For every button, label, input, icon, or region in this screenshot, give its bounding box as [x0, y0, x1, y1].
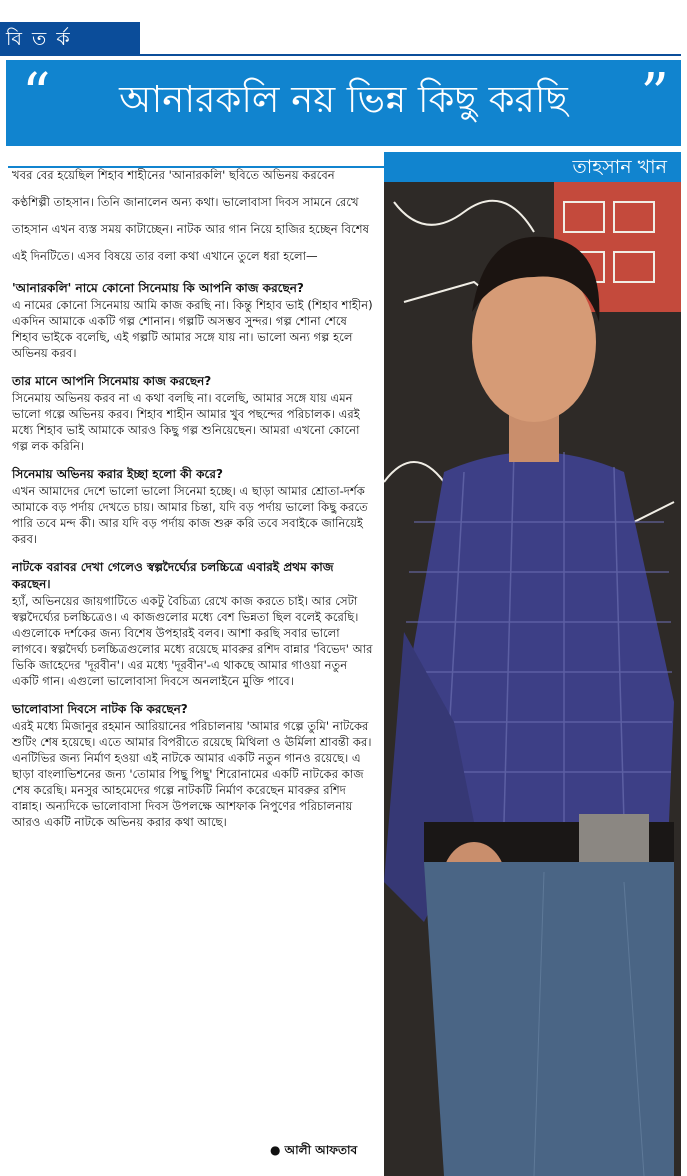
- belt-buckle: [579, 814, 649, 862]
- portrait-photo: [384, 182, 681, 1176]
- qa-block: [12, 701, 374, 830]
- portrait-illustration: [384, 182, 681, 1176]
- qa-block: [12, 280, 374, 361]
- qa-block: [12, 373, 374, 454]
- intro-paragraph: খবর বের হয়েছিল শিহাব শাহীনের 'আনারকলি' ছবিতে অভিনয় করবেন কণ্ঠশিল্পী তাহসান। তিনি জানালেন অন্য কথা। ভালোবাসা দিবস সামনে রেখে তাহসান এখন ব্যস্ত সময় কাটাচ্ছেন। নাটক আর গান নিয়ে হাজির হচ্ছেন বিশেষ এই দিনটিতে। এসব বিষয়ে তার বলা কথা এখানে তুলে ধরা হলো—: [12, 168, 369, 263]
- question: নাটকে বরাবর দেখা গেলেও স্বল্পদৈর্ঘ্যের চলচ্চিত্রে এবারই প্রথম কাজ করছেন।: [12, 560, 334, 591]
- headline-title: আনারকলি নয় ভিন্ন কিছু করছি: [119, 78, 568, 121]
- question: তার মানে আপনি সিনেমায় কাজ করছেন?: [12, 374, 212, 388]
- close-quote-mark: ”: [640, 62, 669, 127]
- question: সিনেমায় অভিনয় করার ইচ্ছা হলো কী করে?: [12, 467, 223, 481]
- qa-block: [12, 466, 374, 547]
- question: 'আনারকলি' নামে কোনো সিনেমায় কি আপনি কাজ করছেন?: [12, 281, 304, 295]
- jeans: [424, 862, 674, 1176]
- section-rule: [140, 54, 681, 56]
- article-body: [12, 162, 374, 842]
- answer: এ নামের কোনো সিনেমায় আমি কাজ করছি না। কিন্তু শিহাব ভাই (শিহাব শাহীন) একদিন আমাকে একটি গল্প শোনান। গল্পটি অসম্ভব সুন্দর। গল্প শোনা শেষে শিহাব ভাইকে বলেছি, এই গল্পটি আমার সঙ্গে যায় না। ভালো অন্য গল্প হলে অভিনয় করব।: [12, 298, 373, 360]
- qa-block: [12, 559, 374, 689]
- answer: এখন আমাদের দেশে ভালো ভালো সিনেমা হচ্ছে। এ ছাড়া আমার শ্রোতা-দর্শক আমাকে বড় পর্দায় দেখতে চায়। আমার চিন্তা, যদি বড় পর্দায় ভালো কিছু করতে পারি তবে মন্দ কী। আর যদি বড় পর্দায় কাজ শুরু করি তবে সবাইকে জানিয়েই করব।: [12, 484, 368, 546]
- answer: হ্যাঁ, অভিনয়ের জায়গাটিতে একটু বৈচিত্র্য রেখে কাজ করতে চাই। আর সেটা স্বল্পদৈর্ঘ্যের চলচ্চিত্রেও। এ কাজগুলোর মধ্যে বেশ ভিন্নতা ছিল বলেই করেছি। এগুলোকে দর্শকের জন্য বিশেষ উপহারই বলব। আশা করছি সবার ভালো লাগবে। স্বল্পদৈর্ঘ্য চলচ্চিত্রগুলোর মধ্যে রয়েছে মাবরুর রশিদ বান্নার 'বিভেদ' আর ভিকি জাহেদের 'দূরবীন'। এর মধ্যে 'দূরবীন'-এ থাকছে আমার গাওয়া নতুন একটি গান। এগুলো ভালোবাসা দিবসে অনলাইনে মুক্তি পাবে।: [12, 594, 373, 688]
- section-label: বি ত র্ক: [0, 22, 140, 56]
- headline-banner: [6, 60, 681, 146]
- open-quote-mark: “: [22, 62, 51, 127]
- answer: এরই মধ্যে মিজানুর রহমান আরিয়ানের পরিচালনায় 'আমার গল্পে তুমি' নাটকের শুটিং শেষ হয়েছে। এতে আমার বিপরীতে রয়েছে মিথিলা ও ঊর্মিলা শ্রাবন্তী কর। এনটিভির জন্য নির্মাণ হওয়া এই নাটকে আমার একটি নতুন গানও রয়েছে। এ ছাড়া বাংলাভিশনের জন্য 'তোমার পিছু পিছু' শিরোনামের একটি নাটকের কাজ শেষ করেছি। মনসুর আহমেদের গল্পে নাটকটি নির্মাণ করেছেন মাবরুর রশিদ বান্নাহ। অন্যদিকে ভালোবাসা দিবস উপলক্ষে আশফাক নিপুণের পরিচালনায় আরও একটি নাটকে অভিনয় করার কথা আছে।: [12, 719, 372, 829]
- reporter-byline: ● আলী আফতাব: [270, 1143, 358, 1157]
- author-name: তাহসান খান: [384, 152, 681, 182]
- answer: সিনেমায় অভিনয় করব না এ কথা বলছি না। বলেছি, আমার সঙ্গে যায় এমন ভালো গল্পে অভিনয় করব। শিহাব শাহীন আমার খুব পছন্দের পরিচালক। এরই মধ্যে শিহাব ভাই আমাকে আরও কিছু গল্প শুনিয়েছেন। আমরা এখনো কোনো গল্প লক করিনি।: [12, 391, 360, 453]
- question: ভালোবাসা দিবসে নাটক কি করছেন?: [12, 702, 188, 716]
